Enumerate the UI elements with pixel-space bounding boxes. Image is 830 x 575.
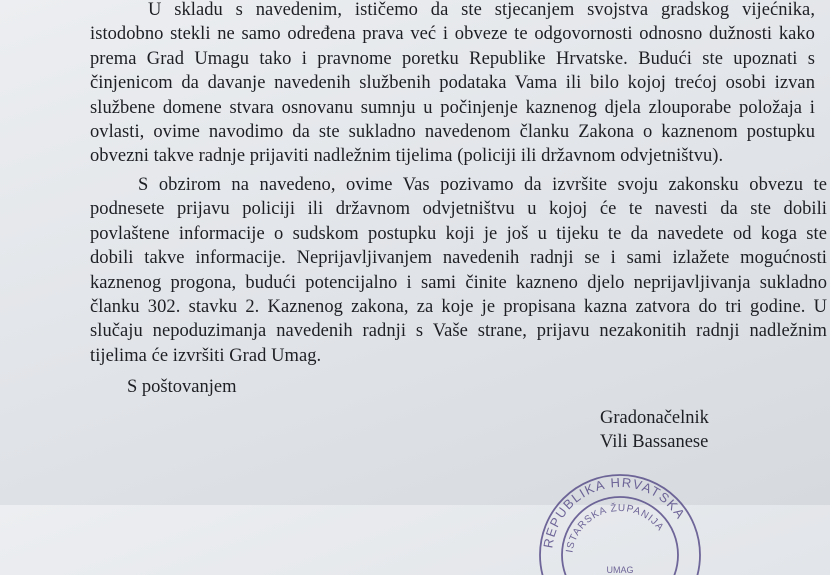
svg-text:UMAG: UMAG — [606, 565, 634, 575]
text-line: dobili takve informacije. Neprijavljivanjem navedenih radnji se i sami izlažete mogućnosti — [90, 248, 827, 269]
text-line: S obzirom na navedeno, ovime Vas pozivamo da izvršite svoju zakonsku obvezu te — [138, 175, 827, 195]
text-line: istodobno stekli ne samo određena prava već i obveze te odgovornosti odnosno dužnosti kako — [90, 24, 815, 45]
svg-text:REPUBLIKA HRVATSKA: REPUBLIKA HRVATSKA — [540, 474, 689, 550]
text-line: činjenicom da davanje navedenih službenih podataka Vama ili bilo kojoj trećoj osobi izvan — [90, 73, 815, 94]
text-line: podnesete prijavu policiji ili državnom odvjetništvu u kojoj će te navesti da ste dobili — [90, 199, 827, 220]
closing-salutation: S poštovanjem — [127, 377, 237, 397]
paragraph-obligations — [90, 0, 815, 169]
signatory-name: Vili Bassanese — [600, 432, 709, 452]
text-line: obvezni takve radnje prijaviti nadležnim tijelima (policiji ili državnom odvjetništvu). — [90, 146, 724, 167]
paragraph-request — [90, 173, 827, 368]
text-line: ovlasti, ovime navodimo da ste sukladno navedenom članku Zakona o kaznenom postupku — [90, 122, 815, 143]
text-line: kaznenog progona, budući potencijalno i sami činite kazneno djelo neprijavljivanja sukladno — [90, 272, 827, 293]
text-line: tijelima će izvršiti Grad Umag. — [90, 345, 322, 366]
text-line: službene domene stvara osnovanu sumnju u počinjenje kaznenog djela zlouporabe položaja i — [90, 97, 815, 118]
signature-block — [600, 406, 709, 454]
text-line: U skladu s navedenim, ističemo da ste stjecanjem svojstva gradskog vijećnika, — [148, 0, 815, 20]
official-stamp-icon — [520, 455, 720, 575]
text-line: povlaštene informacije o sudskom postupku koji je još u tijeku te da navedete od koga ste — [90, 223, 827, 244]
text-line: slučaju nepoduzimanja navedenih radnji s Vaše strane, prijavu nezakonitih radnji nadležnim — [90, 321, 827, 342]
text-line: prema Grad Umagu tako i pravnome poretku Republike Hrvatske. Budući ste upoznati s — [90, 48, 815, 69]
signatory-title: Gradonačelnik — [600, 408, 709, 428]
text-line: članku 302. stavku 2. Kaznenog zakona, za koje je propisana kazna zatvora do tri godine. U — [90, 297, 827, 318]
svg-text:ISTARSKA ŽUPANIJA: ISTARSKA ŽUPANIJA — [564, 502, 666, 554]
